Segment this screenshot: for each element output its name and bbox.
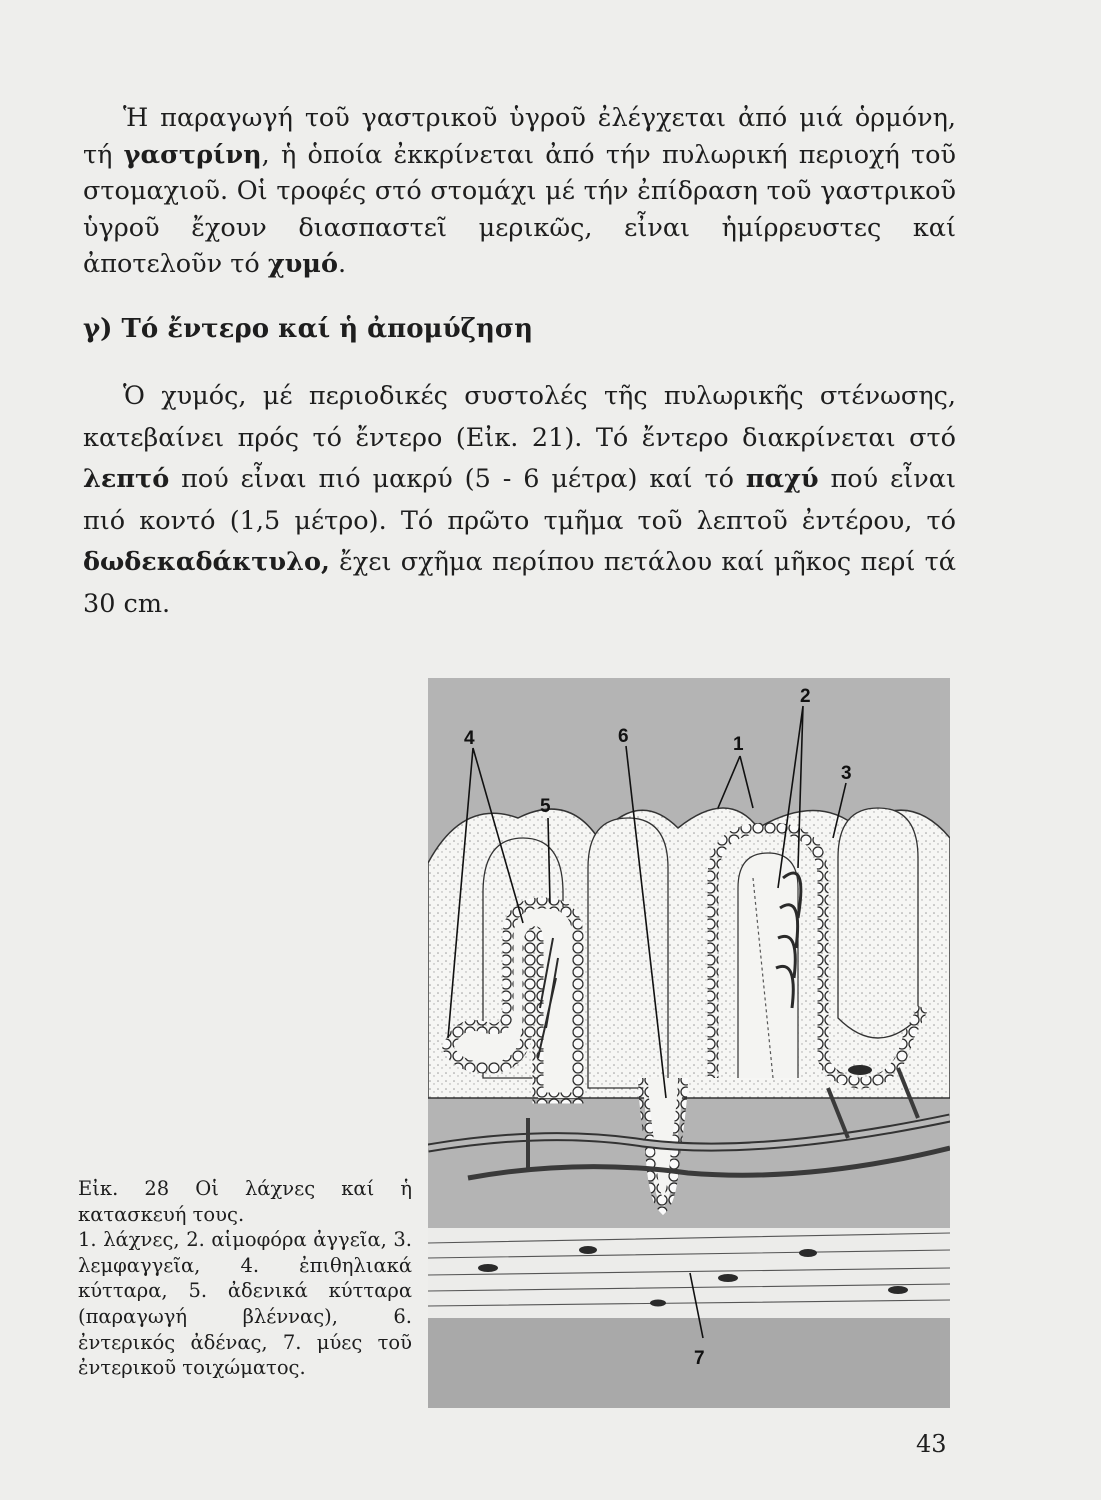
label-7: 7 [694, 1348, 705, 1369]
label-4: 4 [464, 728, 475, 749]
figure-caption [78, 1176, 412, 1381]
term-gastrin: γαστρίνη [123, 139, 262, 170]
caption-title: Εἰκ. 28 Οἱ λάχνες καί ἡ κατασκευή τους. [78, 1177, 412, 1226]
label-6: 6 [618, 726, 629, 747]
p2-mid1: πού εἶναι πιό μακρύ (5 - 6 μέτρα) καί τό [181, 464, 734, 494]
p2-mid2: πού εἶναι πιό κοντό (1,5 μέτρο). Τό πρῶτο τμῆμα τοῦ λεπτοῦ ἐντέρου, τό [83, 464, 957, 536]
p1-end: . [337, 249, 347, 279]
villi-diagram [428, 678, 950, 1408]
paragraph-gastric-juice [83, 100, 956, 283]
caption-legend: 1. λάχνες, 2. αἱμοφόρα ἀγγεῖα, 3. λεμφαγγεῖα, 4. ἐπιθηλιακά κύτταρα, 5. ἀδενικά κύτταρα (παραγωγή βλέννας), 6. ἐντερικός ἀδένας, 7. μύες τοῦ ἐντερικοῦ τοιχώματος. [78, 1228, 412, 1380]
villi-illustration [428, 678, 950, 1408]
p2-intro: Ὁ χυμός, μέ περιοδικές συστολές τῆς πυλωρικῆς στένωσης, κατεβαίνει πρός τό ἔντερο (Εἰκ. 21). Τό ἔντερο διακρίνεται στό [83, 381, 956, 453]
label-5: 5 [540, 796, 551, 817]
page-number: 43 [916, 1430, 947, 1458]
term-small-intestine: λεπτό [83, 464, 170, 494]
label-2: 2 [800, 686, 811, 707]
term-chyme: χυμό [267, 249, 338, 279]
p1-intro: Ἡ παραγωγή τοῦ γαστρικοῦ ὑγροῦ ἐλέγχεται ἀπό μιά ὁρμόνη, τή [83, 103, 956, 170]
muscle-layer [428, 1228, 950, 1408]
term-large-intestine: παχύ [745, 464, 819, 494]
term-duodenum: δωδεκαδάκτυλο, [83, 547, 330, 577]
label-3: 3 [841, 763, 852, 784]
p1-middle: , ἡ ὁποία ἐκκρίνεται ἀπό τήν πυλωρική περιοχή τοῦ στομαχιοῦ. Οἱ τροφές στό στομάχι μέ τήν ἐπίδραση τοῦ γαστρικοῦ ὑγροῦ ἔχουν διασπαστεῖ μερικῶς, εἶναι ἡμίρρευστες καί ἀποτελοῦν τό [83, 139, 956, 279]
p2-end: ἔχει σχῆμα περίπου πετάλου καί μῆκος περί τά 30 cm. [83, 547, 957, 619]
section-heading: γ) Τό ἔντερο καί ἡ ἀπομύζηση [83, 314, 533, 344]
paragraph-intestine [83, 376, 956, 625]
label-1: 1 [733, 734, 744, 755]
